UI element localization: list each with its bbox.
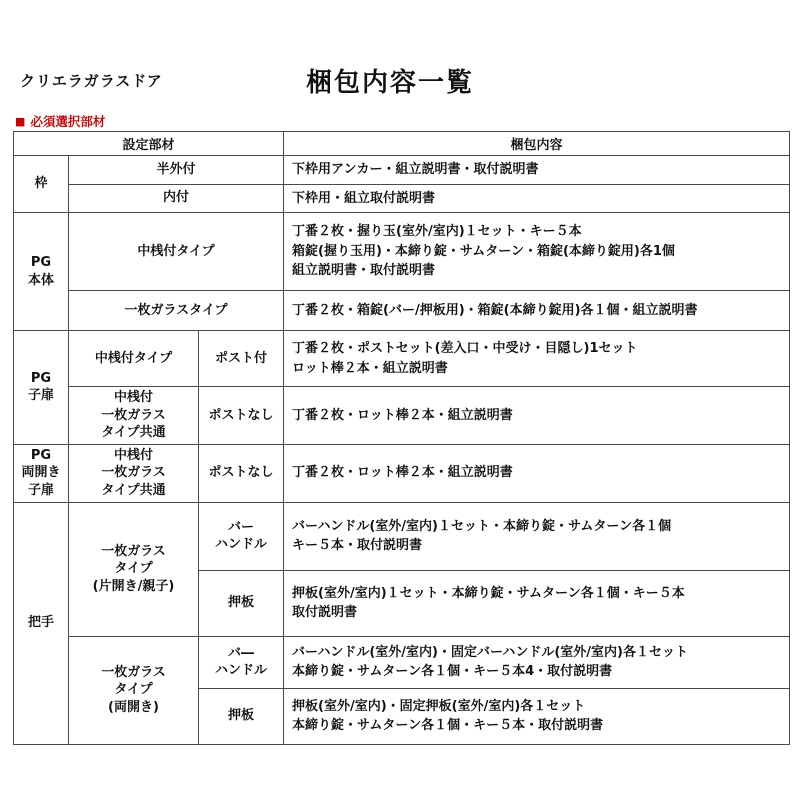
contents-cell: 丁番２枚・ロット棒２本・組立説明書 bbox=[284, 387, 790, 445]
type-cell: 中桟付 一枚ガラス タイプ共通 bbox=[69, 444, 199, 502]
subtype-cell: ポストなし bbox=[199, 444, 284, 502]
header-contents: 梱包内容 bbox=[284, 132, 790, 156]
type-cell: 一枚ガラスタイプ bbox=[69, 291, 284, 331]
page-title: 梱包内容一覧 bbox=[305, 68, 474, 98]
subtype-cell: 押板 bbox=[199, 570, 284, 636]
type-cell: 半外付 bbox=[69, 156, 284, 185]
type-cell: 一枚ガラス タイプ (両開き) bbox=[69, 636, 199, 744]
contents-cell: 丁番２枚・握り玉(室外/室内)１セット・キー５本 箱錠(握り玉用)・本締り錠・サムターン・箱錠(本締り錠用)各1個 組立説明書・取付説明書 bbox=[284, 213, 790, 291]
category-waku: 枠 bbox=[14, 156, 69, 213]
required-note-label: 必須選択部材 bbox=[30, 114, 106, 129]
subtype-cell: バー ハンドル bbox=[199, 502, 284, 570]
required-note bbox=[15, 112, 105, 130]
contents-cell: 押板(室外/室内)１セット・本締り錠・サムターン各１個・キー５本 取付説明書 bbox=[284, 570, 790, 636]
subtype-cell: ポスト付 bbox=[199, 331, 284, 387]
subtype-cell: ポストなし bbox=[199, 387, 284, 445]
type-cell: 中桟付タイプ bbox=[69, 331, 199, 387]
contents-cell: 下枠用アンカー・組立説明書・取付説明書 bbox=[284, 156, 790, 185]
type-cell: 内付 bbox=[69, 184, 284, 213]
type-cell: 中桟付タイプ bbox=[69, 213, 284, 291]
product-name: クリエラガラスドア bbox=[20, 72, 163, 90]
type-cell: 一枚ガラス タイプ (片開き/親子) bbox=[69, 502, 199, 636]
category-pg-ryobiraki: PG 両開き 子扉 bbox=[14, 444, 69, 502]
header-setting-parts: 設定部材 bbox=[14, 132, 284, 156]
contents-cell: バーハンドル(室外/室内)１セット・本締り錠・サムターン各１個 キー５本・取付説明書 bbox=[284, 502, 790, 570]
packing-contents-table bbox=[13, 131, 790, 745]
contents-cell: 下枠用・組立取付説明書 bbox=[284, 184, 790, 213]
type-cell: 中桟付 一枚ガラス タイプ共通 bbox=[69, 387, 199, 445]
contents-cell: 丁番２枚・ポストセット(差入口・中受け・目隠し)1セット ロット棒２本・組立説明書 bbox=[284, 331, 790, 387]
category-pg-kodobira: PG 子扉 bbox=[14, 331, 69, 445]
contents-cell: バーハンドル(室外/室内)・固定バーハンドル(室外/室内)各１セット 本締り錠・サムターン各１個・キー５本4・取付説明書 bbox=[284, 636, 790, 688]
category-pg-body: PG 本体 bbox=[14, 213, 69, 331]
category-totte: 把手 bbox=[14, 502, 69, 744]
contents-cell: 押板(室外/室内)・固定押板(室外/室内)各１セット 本締り錠・サムターン各１個・キー５本・取付説明書 bbox=[284, 688, 790, 744]
contents-cell: 丁番２枚・箱錠(バー/押板用)・箱錠(本締り錠用)各１個・組立説明書 bbox=[284, 291, 790, 331]
red-square-icon: ■ bbox=[15, 114, 26, 128]
subtype-cell: バ― ハンドル bbox=[199, 636, 284, 688]
contents-cell: 丁番２枚・ロット棒２本・組立説明書 bbox=[284, 444, 790, 502]
subtype-cell: 押板 bbox=[199, 688, 284, 744]
